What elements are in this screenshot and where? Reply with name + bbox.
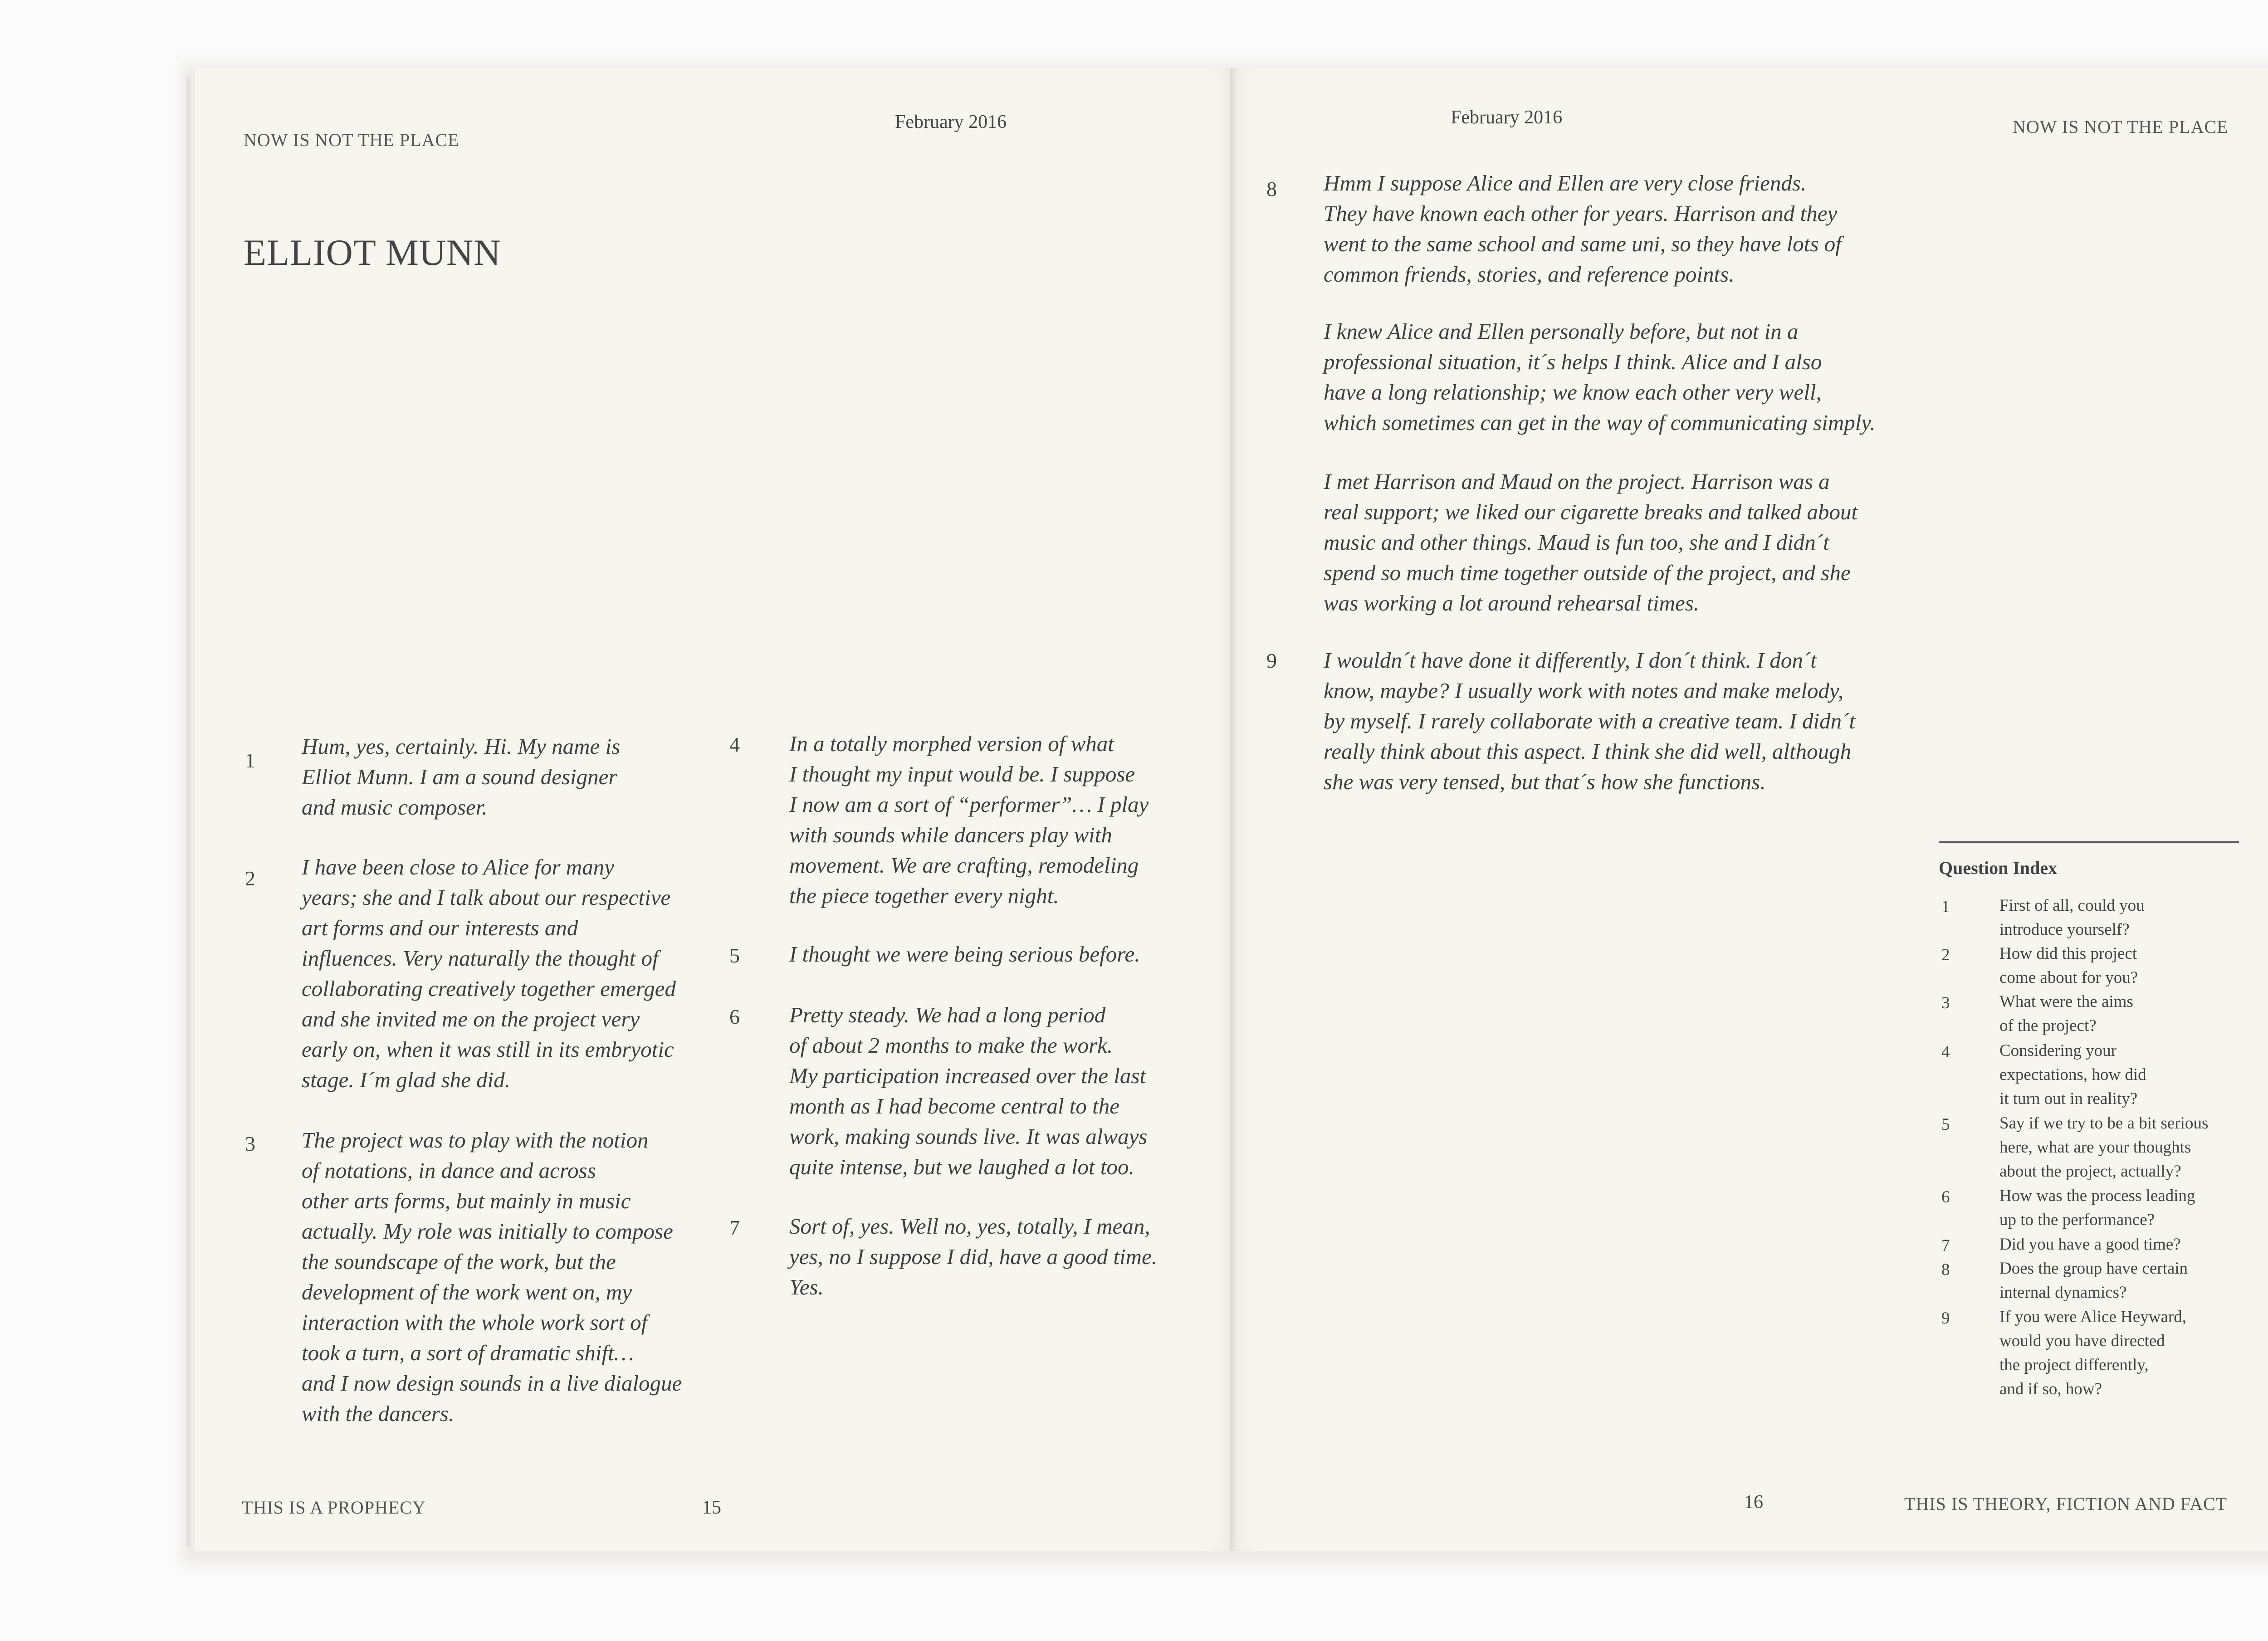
date-left: February 2016: [895, 112, 1007, 132]
running-header-left: NOW IS NOT THE PLACE: [244, 130, 459, 150]
index-question: If you were Alice Heyward, would you have directed the project differently, and if so, how?: [1999, 1308, 2186, 1398]
answer-text: In a totally morphed version of what I thought my input would be. I suppose I now am a sort of “performer”… I play with sounds while dancers play with movement. We are crafting, remodeling the piece together every night.: [789, 731, 1149, 908]
index-number: 4: [1941, 1043, 1950, 1061]
index-number: 6: [1941, 1188, 1950, 1206]
answer-text: Hum, yes, certainly. Hi. My name is Elliot Munn. I am a sound designer and music composer.: [302, 734, 621, 820]
index-question: How was the process leading up to the performance?: [1999, 1187, 2195, 1229]
answer-text: Hmm I suppose Alice and Ellen are very close friends. They have known each other for years. Harrison and they went to the same school and same uni, so they have lots of common friends, stories, and reference points.: [1324, 171, 1842, 287]
answer-number: 3: [245, 1132, 255, 1155]
running-footer-right: THIS IS THEORY, FICTION AND FACT: [1904, 1494, 2228, 1514]
left-page-edge: [186, 77, 191, 1547]
page-title: ELLIOT MUNN: [244, 232, 501, 273]
answer-number: 2: [245, 867, 255, 890]
index-question: Did you have a good time?: [1999, 1235, 2181, 1254]
answer-number: 8: [1266, 177, 1277, 200]
answer-text: The project was to play with the notion of notations, in dance and across other arts forms, but mainly in music actually. My role was initially to compose the soundscape of the work, but the development of the work went on, my interaction with the whole work sort of took a turn, a sort of dramatic shift… and I now design sounds in a live dialogue with the dancers.: [302, 1128, 682, 1426]
answer-text: Pretty steady. We had a long period of about 2 months to make the work. My participation increased over the last month as I had become central to the work, making sounds live. It was always quite intense, but we laughed a lot too.: [789, 1002, 1148, 1179]
index-number: 7: [1941, 1236, 1950, 1255]
index-number: 8: [1941, 1260, 1950, 1279]
answer-text: I wouldn´t have done it differently, I don´t think. I don´t know, maybe? I usually work with notes and make melody, by myself. I rarely collaborate with a creative team. I didn´t really think about this aspect. I think she did well, although she was very tensed, but that´s how she functions.: [1324, 648, 1856, 794]
running-footer-left: THIS IS A PROPHECY: [242, 1497, 426, 1518]
index-number: 5: [1941, 1115, 1950, 1134]
answer-number: 7: [729, 1216, 740, 1239]
running-header-right: NOW IS NOT THE PLACE: [2013, 117, 2229, 137]
index-question: What were the aims of the project?: [1999, 992, 2133, 1035]
page-number-left: 15: [702, 1497, 721, 1518]
answer-text: I met Harrison and Maud on the project. Harrison was a real support; we liked our cigarette breaks and talked about music and other things. Maud is fun too, she and I didn´t spend so much time together outside of the project, and she was working a lot around rehearsal times.: [1324, 469, 1858, 615]
answer-text: Sort of, yes. Well no, yes, totally, I mean, yes, no I suppose I did, have a good time. Yes.: [789, 1214, 1158, 1299]
answer-number: 5: [729, 944, 740, 967]
book-spine: [1230, 68, 1237, 1551]
date-right: February 2016: [1451, 107, 1563, 128]
index-question: How did this project come about for you?: [1999, 944, 2138, 987]
index-question: Does the group have certain internal dynamics?: [1999, 1259, 2188, 1302]
answer-text: I knew Alice and Ellen personally before, but not in a professional situation, it´s helps I think. Alice and I also have a long relationship; we know each other very well, which sometimes can get in the way of communicating simply.: [1324, 319, 1876, 435]
answer-number: 4: [729, 733, 740, 756]
index-divider: [1939, 841, 2239, 843]
index-question: Say if we try to be a bit serious here, what are your thoughts about the project, actually?: [1999, 1114, 2209, 1181]
index-number: 1: [1941, 898, 1950, 916]
page-number-right: 16: [1744, 1492, 1763, 1513]
index-question: Considering your expectations, how did it turn out in reality?: [1999, 1041, 2146, 1108]
answer-text: I have been close to Alice for many years; she and I talk about our respective art forms and our interests and influences. Very naturally the thought of collaborating creatively together emerged and she invited me on the project very early on, when it was still in its embryotic stage. I´m glad she did.: [302, 855, 676, 1092]
answer-number: 9: [1266, 649, 1277, 672]
answer-number: 6: [729, 1005, 740, 1028]
index-number: 3: [1941, 994, 1950, 1012]
index-number: 9: [1941, 1309, 1950, 1328]
index-question: First of all, could you introduce yourself?: [1999, 896, 2145, 939]
answer-text: I thought we were being serious before.: [789, 942, 1140, 967]
answer-number: 1: [245, 749, 255, 772]
index-number: 2: [1941, 946, 1950, 964]
question-index-title: Question Index: [1939, 858, 2058, 878]
